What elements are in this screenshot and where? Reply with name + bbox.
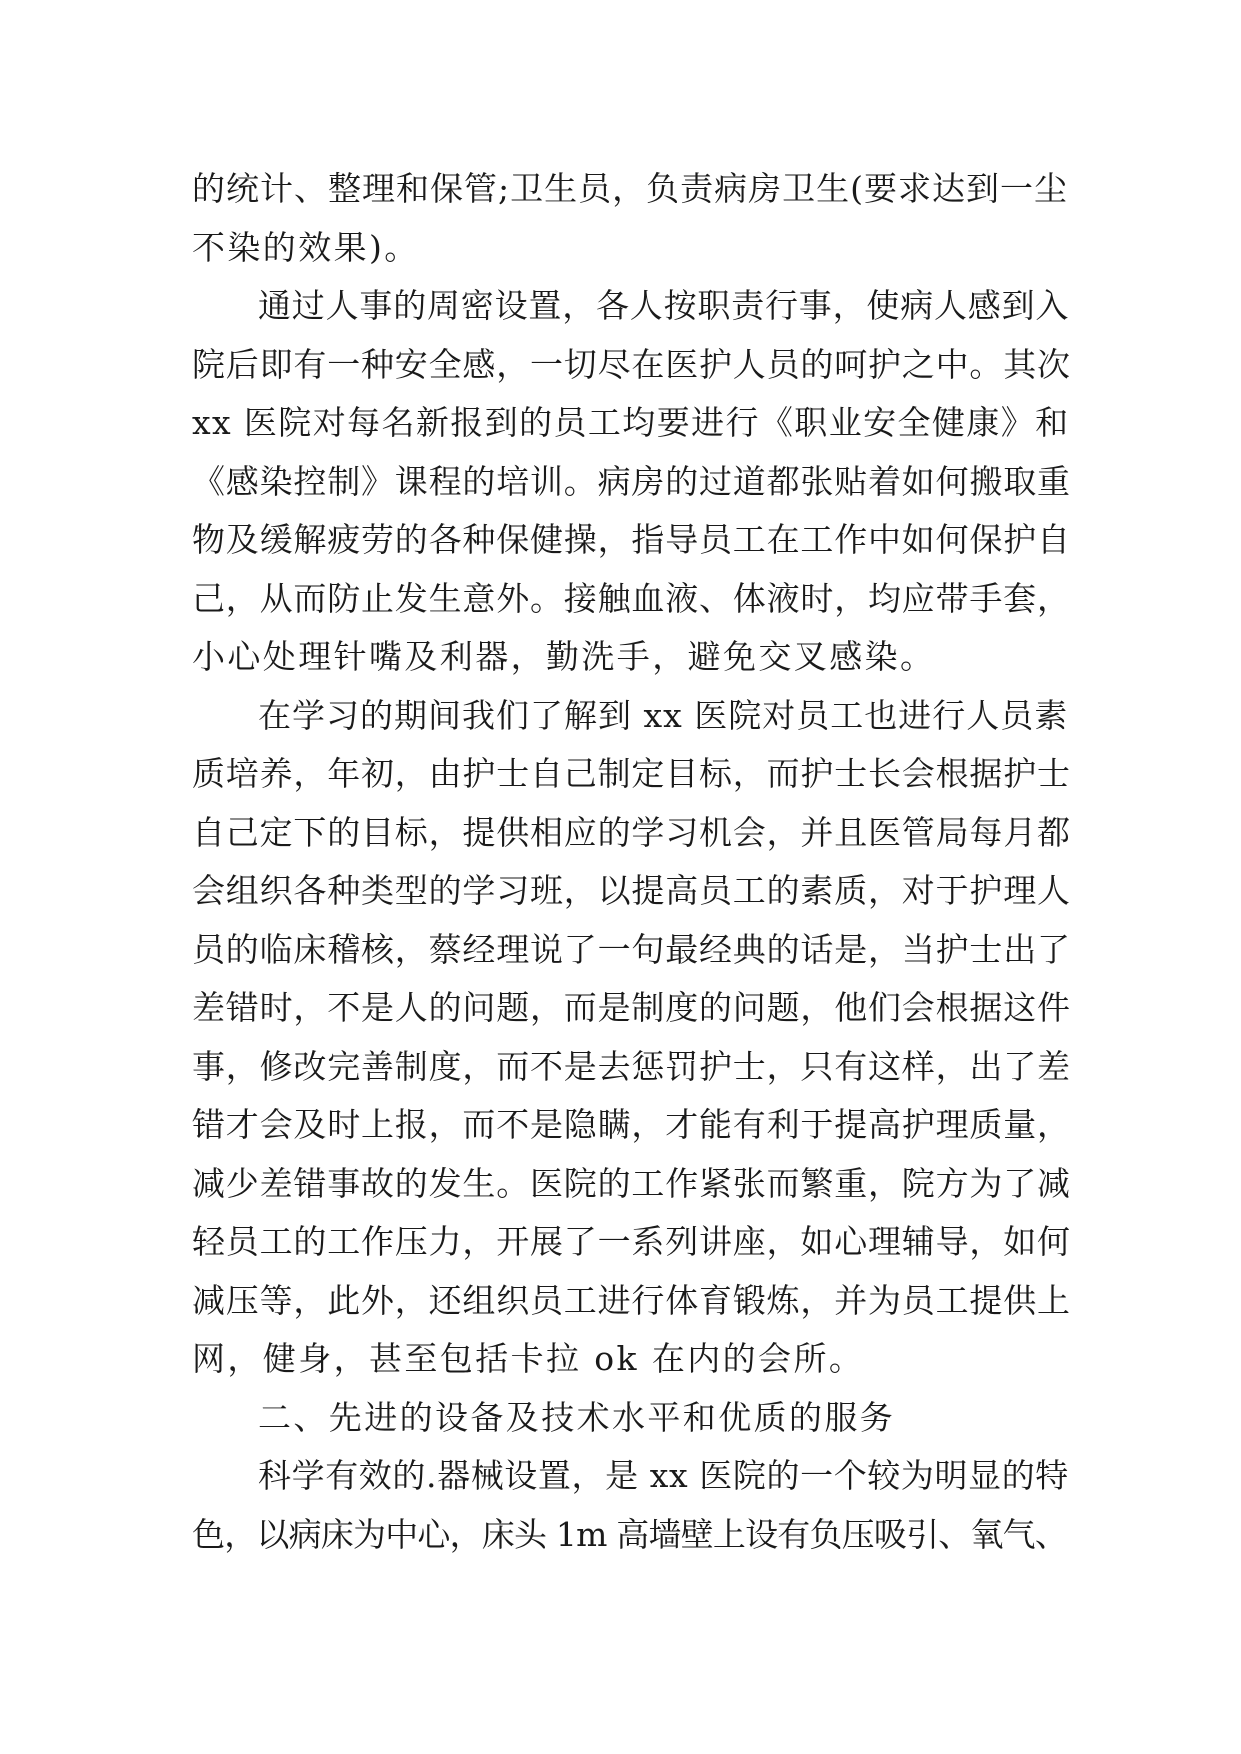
text-line: 网，健身，甚至包括卡拉 ok 在内的会所。 xyxy=(192,1339,865,1378)
text-line: 事，修改完善制度，而不是去惩罚护士，只有这样，出了差 xyxy=(192,1046,1071,1086)
text-line: 会组织各种类型的学习班，以提高员工的素质，对于护理人 xyxy=(192,871,1071,910)
text-line: 己，从而防止发生意外。接触血液、体液时，均应带手套， xyxy=(192,578,1071,618)
paragraph-start-line: 通过人事的周密设置，各人按职责行事，使病人感到入 xyxy=(258,286,1070,325)
text-line: 减少差错事故的发生。医院的工作紧张而繁重，院方为了减 xyxy=(192,1163,1071,1203)
text-line: 错才会及时上报，而不是隐瞒，才能有利于提高护理质量， xyxy=(192,1105,1071,1144)
text-line: 员的临床稽核，蔡经理说了一句最经典的话是，当护士出了 xyxy=(192,929,1071,969)
text-line: 差错时，不是人的问题，而是制度的问题，他们会根据这件 xyxy=(192,988,1071,1027)
paragraph-start-line: 科学有效的.器械设置，是 xx 医院的一个较为明显的特 xyxy=(258,1456,1069,1495)
text-line: 院后即有一种安全感，一切尽在医护人员的呵护之中。其次 xyxy=(192,344,1071,384)
text-line: 自己定下的目标，提供相应的学习机会，并且医管局每月都 xyxy=(192,812,1071,852)
text-line: 不染的效果)。 xyxy=(192,227,420,267)
text-line: 物及缓解疲劳的各种保健操，指导员工在工作中如何保护自 xyxy=(192,520,1071,559)
text-line: 质培养，年初，由护士自己制定目标，而护士长会根据护士 xyxy=(192,754,1071,793)
paragraph-start-line: 在学习的期间我们了解到 xx 医院对员工也进行人员素 xyxy=(258,695,1069,735)
text-line: 小心处理针嘴及利器，勤洗手，避免交叉感染。 xyxy=(192,637,936,676)
body-text xyxy=(192,160,1072,1564)
text-line: 《感染控制》课程的培训。病房的过道都张贴着如何搬取重 xyxy=(192,461,1071,501)
text-line: xx 医院对每名新报到的员工均要进行《职业安全健康》和 xyxy=(192,403,1070,442)
text-line: 的统计、整理和保管;卫生员，负责病房卫生(要求达到一尘 xyxy=(192,169,1068,208)
text-line: 减压等，此外，还组织员工进行体育锻炼，并为员工提供上 xyxy=(192,1280,1071,1320)
text-line: 色，以病床为中心，床头 1m 高墙壁上设有负压吸引、氧气、 xyxy=(192,1514,1068,1554)
section-heading: 二、先进的设备及技术水平和优质的服务 xyxy=(258,1397,896,1437)
text-line: 轻员工的工作压力，开展了一系列讲座，如心理辅导，如何 xyxy=(192,1222,1071,1261)
